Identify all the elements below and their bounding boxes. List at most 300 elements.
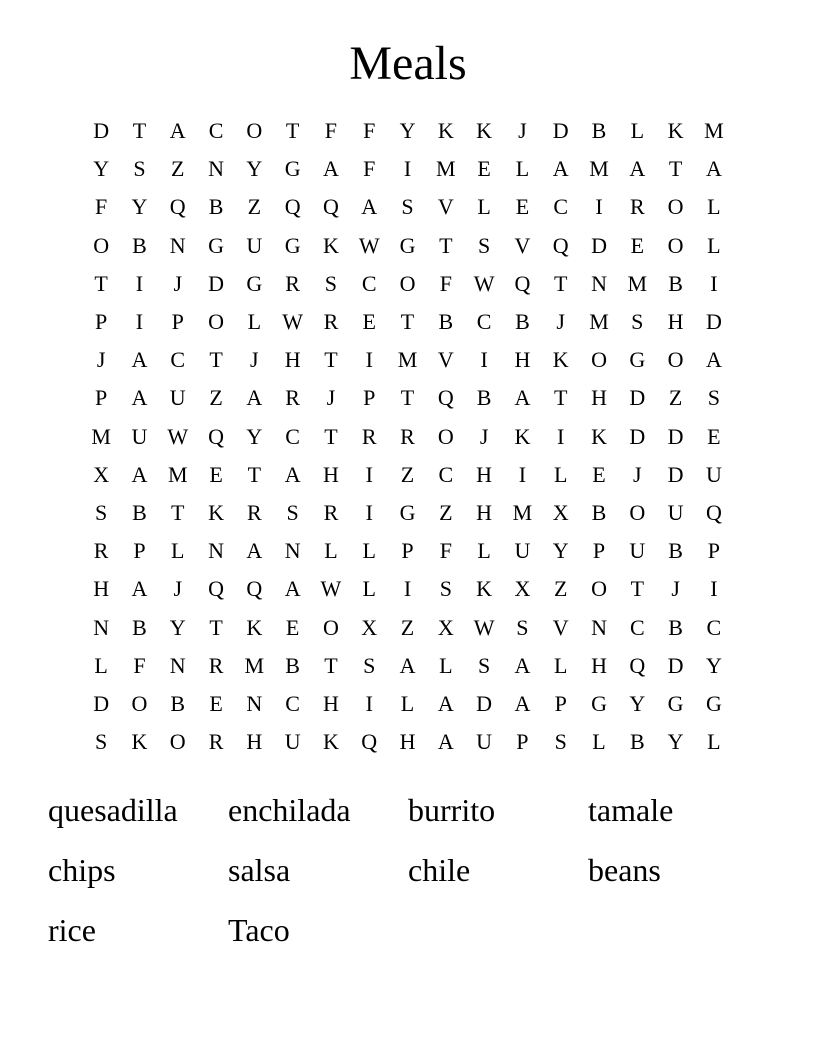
word-list-item: rice bbox=[48, 912, 96, 948]
grid-letter: G bbox=[667, 690, 684, 716]
grid-letter: H bbox=[322, 461, 339, 487]
grid-letter: M bbox=[589, 156, 609, 182]
grid-letter: K bbox=[322, 729, 339, 755]
grid-letter: G bbox=[705, 690, 722, 716]
grid-letter: W bbox=[320, 576, 342, 602]
grid-letter: T bbox=[209, 347, 223, 373]
grid-letter: B bbox=[438, 309, 454, 335]
grid-letter: K bbox=[476, 118, 493, 144]
grid-letter: X bbox=[437, 614, 454, 640]
grid-letter: A bbox=[514, 652, 531, 678]
grid-row bbox=[82, 723, 733, 761]
grid-letter: T bbox=[439, 232, 453, 258]
grid-letter: T bbox=[171, 499, 185, 525]
grid-letter: L bbox=[400, 690, 415, 716]
grid-row bbox=[82, 570, 733, 608]
grid-letter: W bbox=[473, 270, 495, 296]
grid-letter: N bbox=[208, 538, 224, 564]
grid-letter: C bbox=[629, 614, 645, 640]
grid-letter: G bbox=[399, 232, 416, 258]
grid-letter: I bbox=[480, 347, 488, 373]
grid-letter: A bbox=[514, 385, 531, 411]
grid-letter: G bbox=[246, 270, 263, 296]
grid-letter: E bbox=[209, 461, 223, 487]
grid-row bbox=[82, 532, 733, 570]
grid-letter: C bbox=[208, 118, 224, 144]
grid-row bbox=[82, 112, 733, 150]
grid-letter: T bbox=[630, 576, 645, 602]
grid-letter: L bbox=[553, 652, 568, 678]
grid-letter: A bbox=[514, 690, 531, 716]
grid-letter: D bbox=[208, 270, 224, 296]
grid-letter: R bbox=[246, 499, 262, 525]
grid-letter: Y bbox=[629, 690, 646, 716]
grid-letter: K bbox=[131, 729, 148, 755]
grid-letter: A bbox=[246, 385, 263, 411]
grid-letter: S bbox=[133, 156, 146, 182]
grid-letter: T bbox=[400, 309, 415, 335]
grid-letter: M bbox=[704, 118, 724, 144]
grid-letter: Z bbox=[247, 194, 262, 220]
grid-letter: S bbox=[631, 309, 644, 335]
grid-letter: H bbox=[399, 729, 416, 755]
grid-letter: A bbox=[169, 118, 186, 144]
grid-letter: P bbox=[401, 538, 414, 564]
grid-letter: F bbox=[439, 538, 452, 564]
grid-letter: S bbox=[707, 385, 721, 411]
grid-letter: R bbox=[285, 385, 300, 411]
grid-row bbox=[82, 379, 733, 417]
grid-letter: O bbox=[591, 576, 607, 602]
word-list-item: enchilada bbox=[228, 792, 351, 828]
grid-letter: K bbox=[514, 423, 531, 449]
grid-letter: N bbox=[246, 690, 263, 716]
grid-letter: D bbox=[93, 118, 110, 144]
grid-letter: T bbox=[209, 614, 223, 640]
grid-letter: P bbox=[554, 690, 567, 716]
grid-letter: I bbox=[135, 309, 144, 335]
grid-letter: P bbox=[592, 538, 606, 564]
grid-letter: A bbox=[131, 385, 148, 411]
grid-letter: G bbox=[208, 232, 224, 258]
word-list-item: burrito bbox=[408, 792, 496, 828]
grid-letter: O bbox=[208, 309, 224, 335]
grid-letter: I bbox=[365, 499, 373, 525]
grid-letter: K bbox=[476, 576, 493, 602]
grid-letter: M bbox=[91, 423, 111, 449]
grid-letter: O bbox=[667, 232, 684, 258]
grid-letter: U bbox=[514, 538, 531, 564]
grid-letter: S bbox=[95, 729, 108, 755]
grid-letter: T bbox=[285, 118, 300, 144]
grid-letter: R bbox=[629, 194, 645, 220]
grid-row bbox=[82, 265, 733, 303]
grid-letter: Q bbox=[169, 194, 186, 220]
grid-letter: S bbox=[286, 499, 299, 525]
grid-row bbox=[82, 418, 733, 456]
grid-letter: L bbox=[362, 538, 376, 564]
grid-row bbox=[82, 188, 733, 226]
grid-letter: A bbox=[705, 156, 722, 182]
word-list-item: tamale bbox=[588, 792, 674, 828]
word-list-item: Taco bbox=[228, 912, 290, 948]
grid-letter: K bbox=[591, 423, 607, 449]
grid-letter: I bbox=[710, 576, 718, 602]
grid-letter: C bbox=[170, 347, 186, 373]
grid-letter: H bbox=[591, 652, 607, 678]
grid-letter: I bbox=[365, 690, 373, 716]
grid-letter: C bbox=[361, 270, 377, 296]
grid-letter: I bbox=[595, 194, 603, 220]
grid-letter: H bbox=[246, 729, 263, 755]
grid-letter: M bbox=[627, 270, 648, 296]
word-list-item: quesadilla bbox=[48, 792, 178, 828]
grid-letter: P bbox=[363, 385, 376, 411]
grid-letter: U bbox=[169, 385, 186, 411]
grid-letter: A bbox=[705, 347, 722, 373]
grid-letter: T bbox=[247, 461, 262, 487]
grid-letter: K bbox=[437, 118, 454, 144]
grid-letter: R bbox=[208, 729, 224, 755]
grid-letter: O bbox=[169, 729, 186, 755]
grid-letter: S bbox=[324, 270, 338, 296]
grid-letter: N bbox=[591, 270, 607, 296]
grid-letter: H bbox=[476, 461, 493, 487]
grid-letter: A bbox=[629, 156, 646, 182]
grid-letter: T bbox=[94, 270, 108, 296]
grid-letter: C bbox=[285, 690, 300, 716]
grid-letter: Q bbox=[514, 270, 531, 296]
grid-letter: N bbox=[93, 614, 110, 640]
grid-letter: R bbox=[361, 423, 377, 449]
grid-letter: U bbox=[246, 232, 263, 258]
grid-letter: H bbox=[476, 499, 493, 525]
grid-letter: T bbox=[553, 385, 568, 411]
grid-letter: G bbox=[284, 232, 301, 258]
grid-letter: H bbox=[322, 690, 339, 716]
grid-letter: J bbox=[633, 461, 642, 487]
grid-letter: S bbox=[477, 652, 491, 678]
grid-letter: F bbox=[439, 270, 452, 296]
grid-letter: C bbox=[285, 423, 300, 449]
grid-letter: E bbox=[477, 156, 491, 182]
grid-letter: B bbox=[668, 538, 683, 564]
grid-letter: B bbox=[132, 499, 147, 525]
grid-letter: W bbox=[358, 232, 380, 258]
grid-letter: L bbox=[707, 232, 721, 258]
grid-letter: P bbox=[133, 538, 146, 564]
grid-letter: L bbox=[477, 538, 491, 564]
grid-letter: U bbox=[284, 729, 301, 755]
grid-letter: L bbox=[707, 729, 721, 755]
grid-letter: J bbox=[250, 347, 259, 373]
grid-letter: O bbox=[322, 614, 339, 640]
grid-row bbox=[82, 494, 733, 532]
grid-letter: Q bbox=[361, 729, 378, 755]
grid-letter: X bbox=[514, 576, 531, 602]
grid-letter: B bbox=[170, 690, 186, 716]
grid-letter: O bbox=[591, 347, 607, 373]
grid-letter: F bbox=[133, 652, 146, 678]
grid-letter: N bbox=[208, 156, 224, 182]
grid-letter: L bbox=[439, 652, 453, 678]
grid-letter: T bbox=[132, 118, 147, 144]
grid-letter: P bbox=[95, 385, 108, 411]
grid-letter: V bbox=[437, 347, 454, 373]
grid-letter: D bbox=[93, 690, 110, 716]
grid-letter: U bbox=[667, 499, 684, 525]
grid-letter: O bbox=[667, 194, 684, 220]
grid-letter: H bbox=[667, 309, 684, 335]
grid-letter: W bbox=[473, 614, 495, 640]
grid-letter: D bbox=[667, 461, 684, 487]
grid-letter: Z bbox=[668, 385, 683, 411]
grid-letter: Z bbox=[171, 156, 185, 182]
grid-letter: B bbox=[591, 499, 607, 525]
grid-letter: E bbox=[707, 423, 721, 449]
grid-letter: O bbox=[93, 232, 110, 258]
grid-letter: I bbox=[403, 576, 412, 602]
word-list bbox=[48, 780, 768, 960]
grid-letter: B bbox=[591, 118, 607, 144]
grid-letter: A bbox=[361, 194, 378, 220]
grid-letter: G bbox=[591, 690, 607, 716]
grid-letter: H bbox=[93, 576, 110, 602]
grid-letter: Z bbox=[400, 461, 415, 487]
grid-letter: W bbox=[282, 309, 304, 335]
grid-letter: J bbox=[96, 347, 106, 373]
grid-letter: A bbox=[246, 538, 263, 564]
page-title: Meals bbox=[349, 37, 467, 90]
grid-letter: J bbox=[326, 385, 336, 411]
grid-letter: J bbox=[556, 309, 565, 335]
grid-letter: X bbox=[552, 499, 569, 525]
word-list-item: beans bbox=[588, 852, 661, 888]
grid-letter: A bbox=[437, 729, 454, 755]
grid-letter: I bbox=[403, 156, 412, 182]
grid-letter: E bbox=[515, 194, 530, 220]
word-list-item: chile bbox=[408, 852, 471, 888]
grid-letter: L bbox=[707, 194, 721, 220]
grid-letter: J bbox=[173, 576, 183, 602]
grid-letter: Y bbox=[169, 614, 186, 640]
grid-row bbox=[82, 341, 733, 379]
grid-letter: J bbox=[518, 118, 527, 144]
grid-letter: D bbox=[552, 118, 569, 144]
grid-letter: O bbox=[131, 690, 148, 716]
grid-letter: M bbox=[436, 156, 456, 182]
grid-letter: K bbox=[667, 118, 684, 144]
grid-letter: Q bbox=[246, 576, 263, 602]
grid-letter: P bbox=[171, 309, 184, 335]
grid-letter: T bbox=[324, 347, 338, 373]
grid-letter: K bbox=[552, 347, 569, 373]
grid-letter: B bbox=[285, 652, 300, 678]
grid-letter: L bbox=[515, 156, 530, 182]
grid-letter: Q bbox=[322, 194, 339, 220]
grid-letter: O bbox=[667, 347, 684, 373]
grid-letter: Q bbox=[629, 652, 646, 678]
grid-row bbox=[82, 608, 733, 646]
grid-letter: M bbox=[167, 461, 188, 487]
grid-letter: O bbox=[437, 423, 454, 449]
grid-letter: Q bbox=[208, 576, 224, 602]
grid-letter: R bbox=[400, 423, 415, 449]
grid-letter: E bbox=[209, 690, 223, 716]
grid-letter: I bbox=[518, 461, 527, 487]
word-list-item: salsa bbox=[228, 852, 291, 888]
grid-letter: E bbox=[630, 232, 645, 258]
grid-letter: U bbox=[476, 729, 493, 755]
grid-letter: S bbox=[363, 652, 376, 678]
grid-letter: K bbox=[208, 499, 224, 525]
grid-letter: K bbox=[246, 614, 263, 640]
grid-letter: X bbox=[361, 614, 378, 640]
grid-letter: N bbox=[591, 614, 607, 640]
grid-letter: R bbox=[93, 538, 109, 564]
grid-letter: Y bbox=[399, 118, 416, 144]
grid-letter: D bbox=[629, 385, 646, 411]
grid-letter: I bbox=[557, 423, 565, 449]
grid-letter: Y bbox=[705, 652, 722, 678]
grid-letter: Z bbox=[209, 385, 223, 411]
grid-letter: B bbox=[668, 270, 683, 296]
grid-letter: R bbox=[285, 270, 300, 296]
grid-letter: M bbox=[512, 499, 533, 525]
grid-letter: L bbox=[630, 118, 645, 144]
grid-letter: B bbox=[132, 232, 147, 258]
grid-letter: A bbox=[131, 576, 148, 602]
grid-letter: U bbox=[705, 461, 722, 487]
grid-letter: G bbox=[284, 156, 301, 182]
grid-letter: L bbox=[94, 652, 108, 678]
grid-letter: L bbox=[247, 309, 262, 335]
grid-letter: A bbox=[284, 461, 301, 487]
grid-letter: J bbox=[479, 423, 489, 449]
grid-letter: M bbox=[244, 652, 265, 678]
grid-letter: S bbox=[439, 576, 452, 602]
grid-letter: F bbox=[363, 156, 376, 182]
grid-letter: O bbox=[629, 499, 646, 525]
grid-letter: Z bbox=[553, 576, 568, 602]
grid-row bbox=[82, 303, 733, 341]
grid-letter: H bbox=[514, 347, 531, 373]
grid-letter: R bbox=[323, 309, 339, 335]
grid-letter: Y bbox=[246, 423, 263, 449]
grid-letter: V bbox=[514, 232, 531, 258]
grid-letter: I bbox=[365, 461, 373, 487]
grid-letter: H bbox=[284, 347, 301, 373]
grid-row bbox=[82, 456, 733, 494]
grid-letter: N bbox=[169, 652, 186, 678]
grid-letter: T bbox=[324, 652, 338, 678]
grid-letter: E bbox=[362, 309, 376, 335]
letter-grid bbox=[82, 112, 733, 761]
grid-letter: F bbox=[95, 194, 108, 220]
grid-letter: J bbox=[671, 576, 680, 602]
grid-letter: R bbox=[323, 499, 339, 525]
grid-letter: S bbox=[95, 499, 108, 525]
grid-letter: H bbox=[591, 385, 607, 411]
grid-letter: A bbox=[284, 576, 301, 602]
grid-letter: L bbox=[324, 538, 338, 564]
grid-letter: T bbox=[668, 156, 683, 182]
grid-letter: Z bbox=[439, 499, 453, 525]
grid-letter: I bbox=[135, 270, 144, 296]
grid-letter: Q bbox=[552, 232, 569, 258]
grid-letter: B bbox=[208, 194, 224, 220]
grid-letter: L bbox=[362, 576, 376, 602]
grid-letter: B bbox=[132, 614, 147, 640]
grid-letter: S bbox=[516, 614, 529, 640]
grid-letter: D bbox=[667, 423, 684, 449]
grid-letter: Y bbox=[552, 538, 569, 564]
grid-letter: A bbox=[131, 461, 148, 487]
grid-letter: Q bbox=[208, 423, 224, 449]
grid-letter: X bbox=[93, 461, 110, 487]
grid-letter: F bbox=[363, 118, 376, 144]
grid-letter: A bbox=[322, 156, 339, 182]
grid-letter: S bbox=[401, 194, 414, 220]
grid-letter: A bbox=[131, 347, 148, 373]
grid-letter: P bbox=[516, 729, 529, 755]
grid-letter: U bbox=[629, 538, 646, 564]
grid-letter: V bbox=[437, 194, 454, 220]
grid-letter: G bbox=[629, 347, 646, 373]
grid-letter: Q bbox=[705, 499, 722, 525]
grid-letter: B bbox=[515, 309, 530, 335]
grid-letter: C bbox=[476, 309, 492, 335]
grid-letter: L bbox=[553, 461, 568, 487]
grid-letter: U bbox=[131, 423, 148, 449]
grid-letter: B bbox=[629, 729, 645, 755]
grid-letter: W bbox=[167, 423, 189, 449]
grid-letter: S bbox=[477, 232, 491, 258]
grid-letter: S bbox=[554, 729, 567, 755]
grid-letter: C bbox=[438, 461, 454, 487]
grid-letter: A bbox=[399, 652, 416, 678]
grid-letter: V bbox=[552, 614, 569, 640]
grid-letter: C bbox=[553, 194, 569, 220]
grid-row bbox=[82, 227, 733, 265]
grid-letter: D bbox=[667, 652, 684, 678]
grid-letter: Q bbox=[437, 385, 454, 411]
grid-letter: B bbox=[476, 385, 492, 411]
grid-letter: T bbox=[553, 270, 568, 296]
grid-letter: E bbox=[285, 614, 300, 640]
grid-letter: L bbox=[592, 729, 606, 755]
grid-letter: F bbox=[324, 118, 338, 144]
grid-letter: R bbox=[208, 652, 224, 678]
grid-letter: B bbox=[668, 614, 683, 640]
grid-letter: P bbox=[95, 309, 108, 335]
grid-letter: D bbox=[705, 309, 722, 335]
grid-letter: N bbox=[284, 538, 301, 564]
grid-letter: G bbox=[399, 499, 416, 525]
grid-row bbox=[82, 150, 733, 188]
grid-row bbox=[82, 647, 733, 685]
grid-letter: M bbox=[589, 309, 609, 335]
grid-letter: E bbox=[592, 461, 606, 487]
grid-letter: I bbox=[710, 270, 718, 296]
word-list-item: chips bbox=[48, 852, 116, 888]
grid-letter: T bbox=[400, 385, 415, 411]
grid-letter: N bbox=[169, 232, 186, 258]
grid-letter: D bbox=[591, 232, 607, 258]
grid-letter: O bbox=[246, 118, 263, 144]
grid-letter: Y bbox=[93, 156, 110, 182]
grid-letter: L bbox=[477, 194, 491, 220]
